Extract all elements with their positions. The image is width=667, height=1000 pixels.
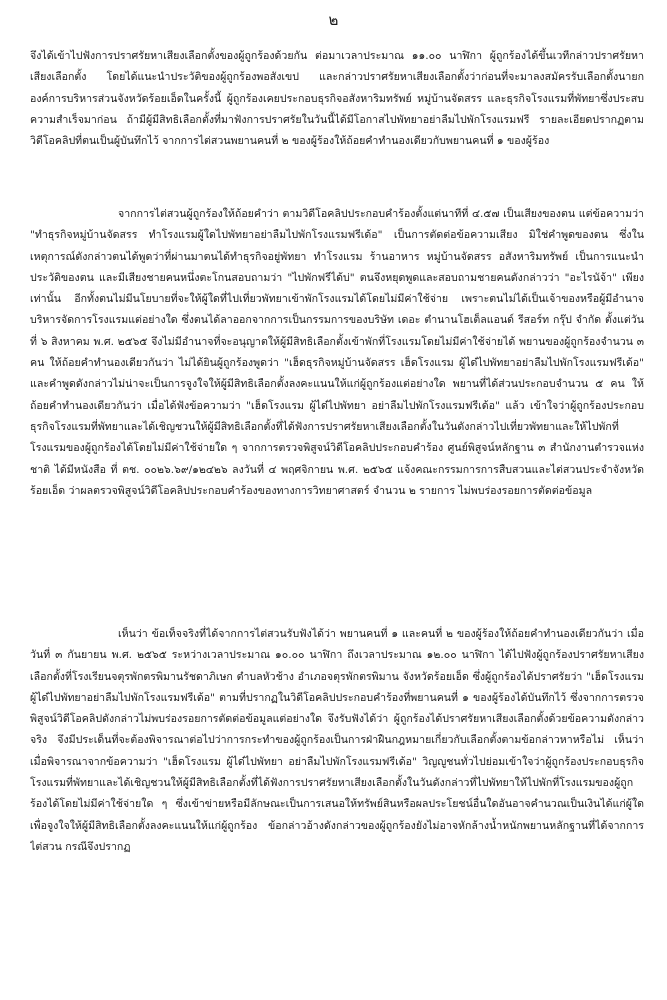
paragraph-continuation: จึงได้เข้าไปฟังการปราศรัยหาเสียงเลือกตั้งของผู้ถูกร้องด้วยกัน ต่อมาเวลาประมาณ ๑๑.๐๐ นาฬิกา ผู้ถูกร้องได้ขึ้นเวทีกล่าวปราศรัยหาเสียงเลือกตั้ง โดยได้แนะนำประวัติของผู้ถูกร้องพอสังเขป และกล่าวปราศรัยหาเสียงเลือกตั้งว่าก่อนที่จะมาลงสมัครรับเลือกตั้งนายกองค์การบริหารส่วนจังหวัดร้อยเอ็ดในครั้งนี้ ผู้ถูกร้องเคยประกอบธุรกิจอสังหาริมทรัพย์ หมู่บ้านจัดสรร และธุรกิจโรงแรมที่พัทยาซึ่งประสบความสำเร็จมาก่อน ถ้ามีผู้มีสิทธิเลือกตั้งที่มาฟังการปราศรัยในวันนี้ได้มีโอกาสไปพัทยาอย่าลืมไปพักโรงแรมฟรี รายละเอียดปรากฏตามวิดีโอคลิปที่ตนเป็นผู้บันทึกไว้ จากการไต่สวนพยานคนที่ ๒ ของผู้ร้องให้ถ้อยคำทำนองเดียวกับพยานคนที่ ๑ ของผู้ร้อง <box>30 50 644 148</box>
document-body <box>30 46 644 980</box>
page-number: ๒ <box>328 11 339 29</box>
paragraph-respondent-testimony: จากการไต่สวนผู้ถูกร้องให้ถ้อยคำว่า ตามวิดีโอคลิปประกอบคำร้องตั้งแต่นาทีที่ ๔.๕๗ เป็นเสียงของตน แต่ข้อความว่า "ทำธุรกิจหมู่บ้านจัดสรร ทำโรงแรมผู้ใดไปพัทยาอย่าลืมไปพักโรงแรมฟรีเด้อ" เป็นการตัดต่อข้อความเสียง มิใช่คำพูดของตน ซึ่งในเหตุการณ์ดังกล่าวตนได้พูดว่าที่ผ่านมาตนได้ทำธุรกิจอยู่พัทยา ทำโรงแรม ร้านอาหาร หมู่บ้านจัดสรร อสังหาริมทรัพย์ เป็นการแนะนำประวัติของตน และมีเสียงชายคนหนึ่งตะโกนสอบถามว่า "ไปพักฟรีได้บ่" ตนจึงหยุดพูดและสอบถามชายคนดังกล่าวว่า "อะไรนัจ้า" เพียงเท่านั้น อีกทั้งตนไม่มีนโยบายที่จะให้ผู้ใดที่ไปเที่ยวพัทยาเข้าพักโรงแรมได้โดยไม่มีค่าใช้จ่าย เพราะตนไม่ได้เป็นเจ้าของหรือผู้มีอำนาจบริหารจัดการโรงแรมแต่อย่างใด ซึ่งตนได้ลาออกจากการเป็นกรรมการของบริษัท เดอะ ตำนานโฮเต็ลแอนด์ รีสอร์ท กรุ๊ป จำกัด ตั้งแต่วันที่ ๖ สิงหาคม พ.ศ. ๒๕๖๕ จึงไม่มีอำนาจที่จะอนุญาตให้ผู้มีสิทธิเลือกตั้งเข้าพักที่โรงแรมโดยไม่มีค่าใช้จ่ายได้ พยานของผู้ถูกร้องจำนวน ๓ คน ให้ถ้อยคำทำนองเดียวกันว่า ไม่ได้ยินผู้ถูกร้องพูดว่า "เฮ็ดธุรกิจหมู่บ้านจัดสรร เฮ็ดโรงแรม ผู้ได๋ไปพัทยาอย่าลืมไปพักโรงแรมฟรีเด้อ" และคำพูดดังกล่าวไม่น่าจะเป็นการจูงใจให้ผู้มีสิทธิเลือกตั้งลงคะแนนให้แก่ผู้ถูกร้องแต่อย่างใด พยานที่ได้ส่วนประกอบจำนวน ๕ คน ให้ถ้อยคำทำนองเดียวกันว่า เมื่อได้ฟังข้อความว่า "เฮ็ดโรงแรม ผู้ได๋ไปพัทยา อย่าลืมไปพักโรงแรมฟรีเด้อ" แล้ว เข้าใจว่าผู้ถูกร้องประกอบธุรกิจโรงแรมที่พัทยาและได้เชิญชวนให้ผู้มีสิทธิเลือกตั้งที่ได้ฟังการปราศรัยหาเสียงเลือกตั้งในวันดังกล่าวไปเที่ยวพัทยาและให้ไปพักที่โรงแรมของผู้ถูกร้องได้โดยไม่มีค่าใช้จ่ายใด ๆ จากการตรวจพิสูจน์วิดีโอคลิปประกอบคำร้อง ศูนย์พิสูจน์หลักฐาน ๓ สำนักงานตำรวจแห่งชาติ ได้มีหนังสือ ที่ ตช. ๐๐๒๖.๖๙/๑๒๔๒๖ ลงวันที่ ๔ พฤศจิกายน พ.ศ. ๒๕๖๕ แจ้งคณะกรรมการการสืบสวนและไต่สวนประจำจังหวัดร้อยเอ็ด ว่าผลตรวจพิสูจน์วิดีโอคลิปประกอบคำร้องของทางการวิทยาศาสตร์ จำนวน ๒ รายการ ไม่พบร่องรอยการตัดต่อข้อมูล <box>30 208 644 497</box>
paragraph-findings: เห็นว่า ข้อเท็จจริงที่ได้จากการไต่สวนรับฟังได้ว่า พยานคนที่ ๑ และคนที่ ๒ ของผู้ร้องให้ถ้อยคำทำนองเดียวกันว่า เมื่อวันที่ ๓ กันยายน พ.ศ. ๒๕๖๕ ระหว่างเวลาประมาณ ๑๐.๐๐ นาฬิกา ถึงเวลาประมาณ ๑๒.๐๐ นาฬิกา ได้ไปฟังผู้ถูกร้องปราศรัยหาเสียงเลือกตั้งที่โรงเรียนจตุรพักตรพิมานรัชดาภิเษก ตำบลหัวช้าง อำเภอจตุรพักตรพิมาน จังหวัดร้อยเอ็ด ซึ่งผู้ถูกร้องได้ปราศรัยว่า "เฮ็ดโรงแรม ผู้ได๋ไปพัทยาอย่าลืมไปพักโรงแรมฟรีเด้อ" ตามที่ปรากฏในวิดีโอคลิปประกอบคำร้องที่พยานคนที่ ๑ ของผู้ร้องได้บันทึกไว้ ซึ่งจากการตรวจพิสูจน์วิดีโอคลิปดังกล่าวไม่พบร่องรอยการตัดต่อข้อมูลแต่อย่างใด จึงรับฟังได้ว่า ผู้ถูกร้องได้ปราศรัยหาเสียงเลือกตั้งด้วยข้อความดังกล่าวจริง จึงมีประเด็นที่จะต้องพิจารณาต่อไปว่าการกระทำของผู้ถูกร้องเป็นการฝ่าฝืนกฎหมายเกี่ยวกับเลือกตั้งตามข้อกล่าวหาหรือไม่ เห็นว่า เมื่อพิจารณาจากข้อความว่า "เฮ็ดโรงแรม ผู้ได๋ไปพัทยา อย่าลืมไปพักโรงแรมฟรีเด้อ" วิญญูชนทั่วไปย่อมเข้าใจว่าผู้ถูกร้องประกอบธุรกิจโรงแรมที่พัทยาและได้เชิญชวนให้ผู้มีสิทธิเลือกตั้งที่ได้ฟังการปราศรัยหาเสียงเลือกตั้งในวันดังกล่าวที่ไปพัทยาให้ไปพักที่โรงแรมของผู้ถูกร้องได้โดยไม่มีค่าใช้จ่ายใด ๆ ซึ่งเข้าข่ายหรือมีลักษณะเป็นการเสนอให้ทรัพย์สินหรือผลประโยชน์อื่นใดอันอาจคำนวณเป็นเงินได้แก่ผู้ใด เพื่อจูงใจให้ผู้มีสิทธิเลือกตั้งลงคะแนนให้แก่ผู้ถูกร้อง ข้อกล่าวอ้างดังกล่าวของผู้ถูกร้องยังไม่อาจหักล้างน้ำหนักพยานหลักฐานที่ได้จากการไต่สวน กรณีจึงปรากฏ <box>30 628 644 853</box>
